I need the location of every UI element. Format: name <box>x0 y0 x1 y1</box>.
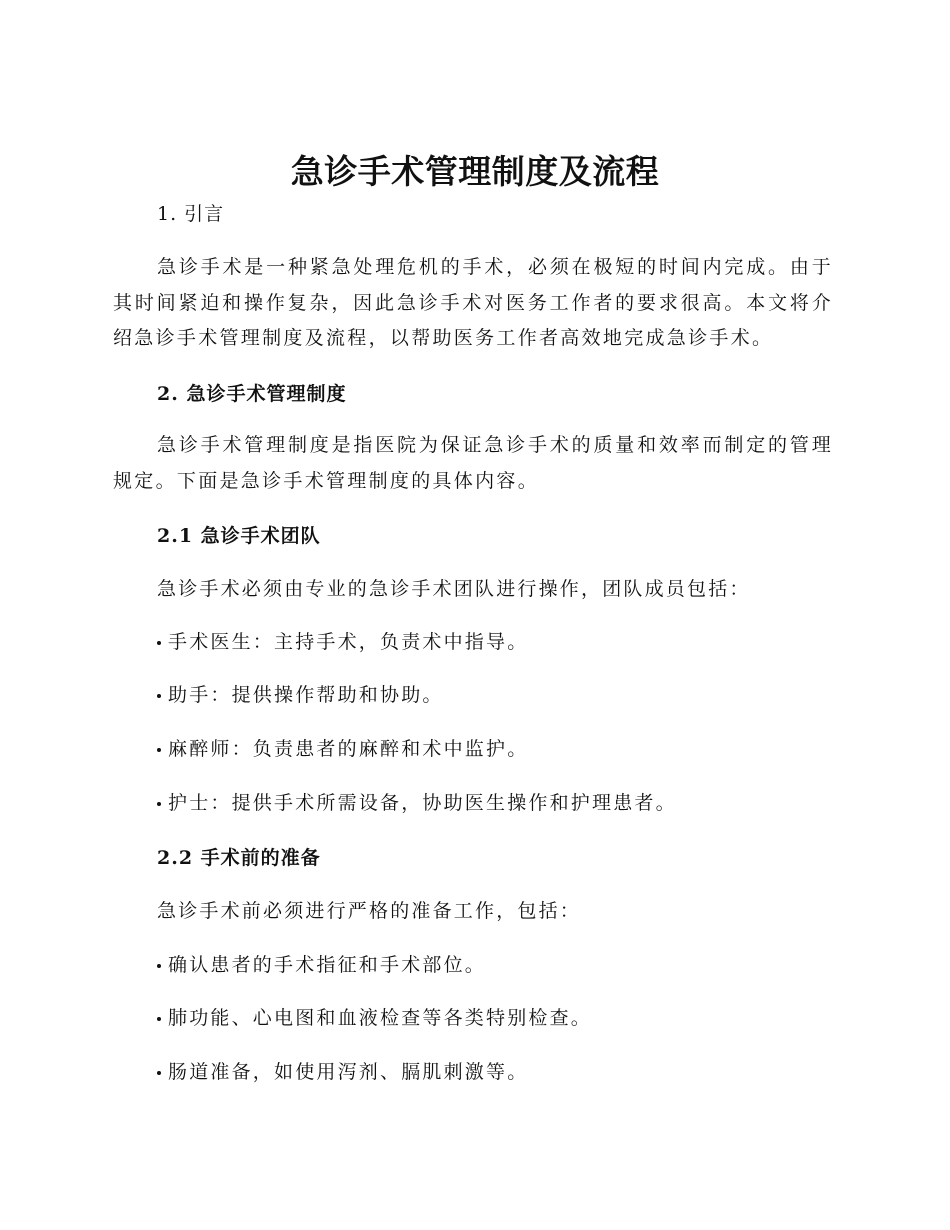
bullet-dot-icon <box>157 802 161 806</box>
document-title: 急诊手术管理制度及流程 <box>290 152 660 191</box>
list-item-text: 助手：提供操作帮助和协助。 <box>168 684 444 706</box>
list-item <box>157 790 677 816</box>
management-system-paragraph: 急诊手术管理制度是指医院为保证急诊手术的质量和效率而制定的管理规定。下面是急诊手术管理制度的具体内容。 <box>113 434 833 492</box>
bullet-dot-icon <box>157 641 161 645</box>
list-item <box>157 736 528 762</box>
list-item <box>157 682 444 708</box>
list-item-text: 手术医生：主持手术，负责术中指导。 <box>168 631 529 653</box>
preparation-intro: 急诊手术前必须进行严格的准备工作，包括： <box>157 900 582 922</box>
list-item-text: 确认患者的手术指征和手术部位。 <box>168 954 487 976</box>
subsection-heading-surgical-team: 2.1 急诊手术团队 <box>157 525 321 547</box>
list-item <box>157 1005 592 1031</box>
list-item <box>157 629 528 655</box>
list-item <box>157 952 486 978</box>
section-heading-introduction: 1. 引言 <box>157 203 225 225</box>
list-item-text: 护士：提供手术所需设备，协助医生操作和护理患者。 <box>168 792 677 814</box>
subsection-heading-preparation: 2.2 手术前的准备 <box>157 847 321 869</box>
list-item-text: 肠道准备，如使用泻剂、膈肌刺激等。 <box>168 1061 529 1083</box>
bullet-dot-icon <box>157 748 161 752</box>
bullet-dot-icon <box>157 694 161 698</box>
introduction-paragraph: 急诊手术是一种紧急处理危机的手术，必须在极短的时间内完成。由于其时间紧迫和操作复杂，因此急诊手术对医务工作者的要求很高。本文将介绍急诊手术管理制度及流程，以帮助医务工作者高效地完成急诊手术。 <box>113 256 833 349</box>
bullet-dot-icon <box>157 964 161 968</box>
list-item-text: 肺功能、心电图和血液检查等各类特别检查。 <box>168 1007 593 1029</box>
bullet-dot-icon <box>157 1071 161 1075</box>
surgical-team-intro: 急诊手术必须由专业的急诊手术团队进行操作，团队成员包括： <box>157 578 751 600</box>
bullet-dot-icon <box>157 1017 161 1021</box>
list-item <box>157 1059 528 1085</box>
list-item-text: 麻醉师：负责患者的麻醉和术中监护。 <box>168 738 529 760</box>
section-heading-management-system: 2. 急诊手术管理制度 <box>157 383 347 405</box>
